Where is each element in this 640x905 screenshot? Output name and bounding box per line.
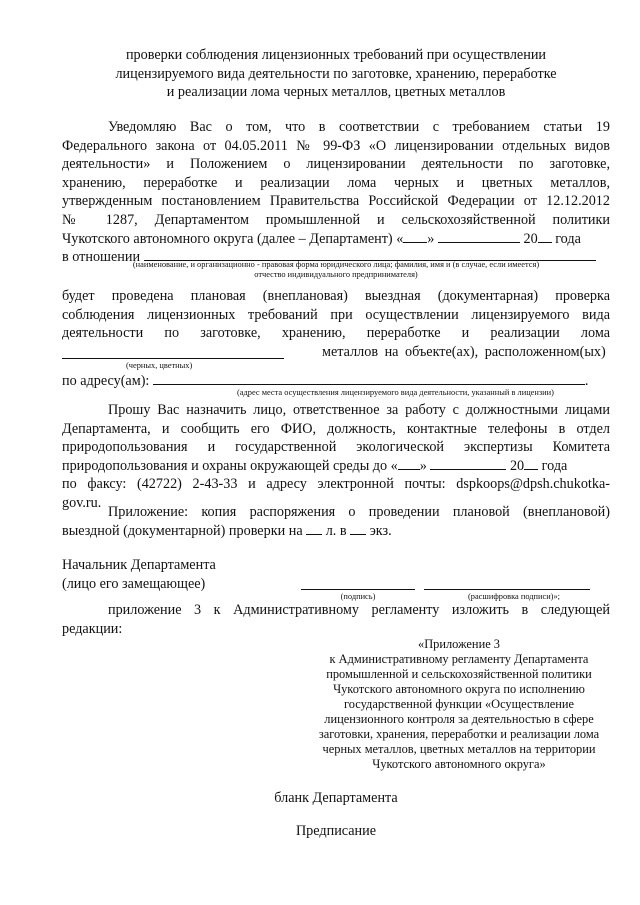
address-blank: [153, 372, 585, 385]
signature-note: (подпись): [340, 592, 376, 601]
header-line: и реализации лома черных металлов, цветных металлов: [166, 84, 506, 100]
regarding-note-line: отчество индивидуального предпринимателя): [254, 270, 418, 279]
inspection-line: будет проведена плановая (внеплановая) выездная (документарная) проверка: [62, 288, 610, 304]
signature-blank: [301, 577, 415, 590]
appendix-line: к Административному регламенту Департамента: [329, 652, 589, 666]
request-paragraph: [62, 401, 610, 513]
header-line: проверки соблюдения лицензионных требований при осуществлении: [125, 47, 547, 63]
signature-role: Начальник Департамента: [62, 557, 216, 573]
address-note: (адрес места осуществления лицензируемого вида деятельности, указанный в лицензии): [237, 388, 554, 397]
attachment-suffix: экз.: [369, 522, 392, 539]
notice-line: Федерального закона от 04.05.2011 № 99-ФЗ «О лицензировании отдельных видов: [62, 137, 610, 154]
appendix-line: заготовки, хранения, переработки и реализации лома: [318, 727, 600, 741]
notice-date-line: [62, 230, 610, 249]
attachment-mid: л. в: [325, 522, 347, 539]
notice-line: хранению, переработке и реализации лома черных и цветных металлов,: [62, 174, 610, 191]
notice-line: Уведомляю Вас о том, что в соответствии с требованием статьи 19: [108, 119, 610, 135]
request-contact-line: по факсу: (42722) 2-43-33 и адресу электронной почты: dspkoops@dpsh.chukotka-: [62, 476, 610, 493]
address-period: .: [584, 373, 589, 389]
amendment-line: приложение 3 к Административному регламенту изложить в следующей: [108, 602, 610, 618]
request-year-word: года: [541, 457, 568, 474]
appendix-line: Чукотского автономного округа по исполнению: [333, 682, 585, 696]
amendment-line: редакции:: [62, 620, 123, 637]
appendix-line: «Приложение 3: [418, 637, 500, 651]
inspection-line: деятельности по заготовке, хранению, переработке и реализации лома: [62, 325, 610, 342]
request-contact-line: gov.ru.: [62, 494, 102, 511]
month-blank: [438, 230, 520, 243]
appendix-line: лицензионного контроля за деятельностью в сфере: [324, 712, 594, 726]
pages-blank: [306, 522, 322, 535]
attachment-line: Приложение: копия распоряжения о проведении плановой (внеплановой): [108, 504, 610, 520]
request-month-blank: [430, 457, 506, 470]
request-line: Прошу Вас назначить лицо, ответственное за работу с должностными лицами: [108, 402, 610, 418]
year-prefix: 20: [523, 230, 538, 247]
appendix-line: черных металлов, цветных металлов на территории: [322, 742, 596, 756]
name-decode-blank: [424, 577, 590, 590]
regarding-note-line: (наименование, и организационно - правовая форма юридического лица; фамилия, имя и (в случае, если имеется): [132, 260, 540, 269]
attachment-line-2: [62, 522, 610, 541]
metals-text: металлов на объекте(ах), расположенном(ых): [322, 344, 606, 360]
letterhead-label: бланк Департамента: [274, 790, 398, 806]
request-day-blank: [398, 457, 420, 470]
request-line: природопользования и государственной экологической экспертизы Комитета: [62, 439, 610, 456]
document-header: [62, 46, 610, 102]
inspection-line: соблюдения лицензионных требований при осуществлении лицензируемого вида: [62, 306, 610, 323]
header-line: лицензируемого вида деятельности по заготовке, хранению, переработке: [115, 65, 557, 82]
appendix-line: государственной функции «Осуществление: [343, 697, 575, 711]
year-blank: [538, 230, 552, 243]
day-blank: [403, 230, 427, 243]
notice-line: деятельности» и Положением о лицензировании деятельности по заготовке,: [62, 156, 610, 173]
request-year-prefix: 20: [509, 457, 525, 474]
order-title: Предписание: [295, 823, 377, 839]
request-date-prefix: природопользования и охраны окружающей среды до «: [62, 457, 398, 474]
inspection-paragraph: [62, 287, 610, 343]
appendix-line: Чукотского автономного округа»: [372, 757, 546, 771]
notice-line: утвержденным постановлением Правительства Российской Федерации от 12.12.2012: [62, 193, 610, 210]
notice-date-prefix: Чукотского автономного округа (далее – Департамент) «: [62, 230, 404, 247]
regarding-note: [62, 260, 610, 280]
metals-note: (черных, цветных): [126, 361, 193, 370]
appendix-heading: [309, 637, 609, 772]
address-label: по адресу(ам):: [62, 373, 150, 389]
copies-blank: [350, 522, 366, 535]
notice-line: № 1287, Департаментом промышленной и сельскохозяйственной политики: [62, 211, 610, 228]
decode-note: (расшифровка подписи)»;: [467, 592, 560, 601]
request-year-blank: [524, 457, 538, 470]
amendment-paragraph: [62, 601, 610, 638]
quote-close: »: [427, 230, 435, 247]
notice-paragraph: [62, 118, 610, 267]
request-line: Департамента, и сообщить его ФИО, должность, контактные телефоны в отдел: [62, 420, 610, 437]
regarding-label: в отношении: [62, 249, 141, 266]
attachment-paragraph: [62, 503, 610, 540]
year-word: года: [555, 230, 581, 247]
appendix-line: промышленной и сельскохозяйственной политики: [326, 667, 592, 681]
signature-role-note: (лицо его замещающее): [62, 576, 206, 592]
attachment-prefix: выездной (документарной) проверки на: [62, 522, 303, 539]
request-quote-close: »: [419, 457, 427, 474]
metals-blank: [62, 346, 284, 359]
request-date-line: [62, 457, 610, 476]
